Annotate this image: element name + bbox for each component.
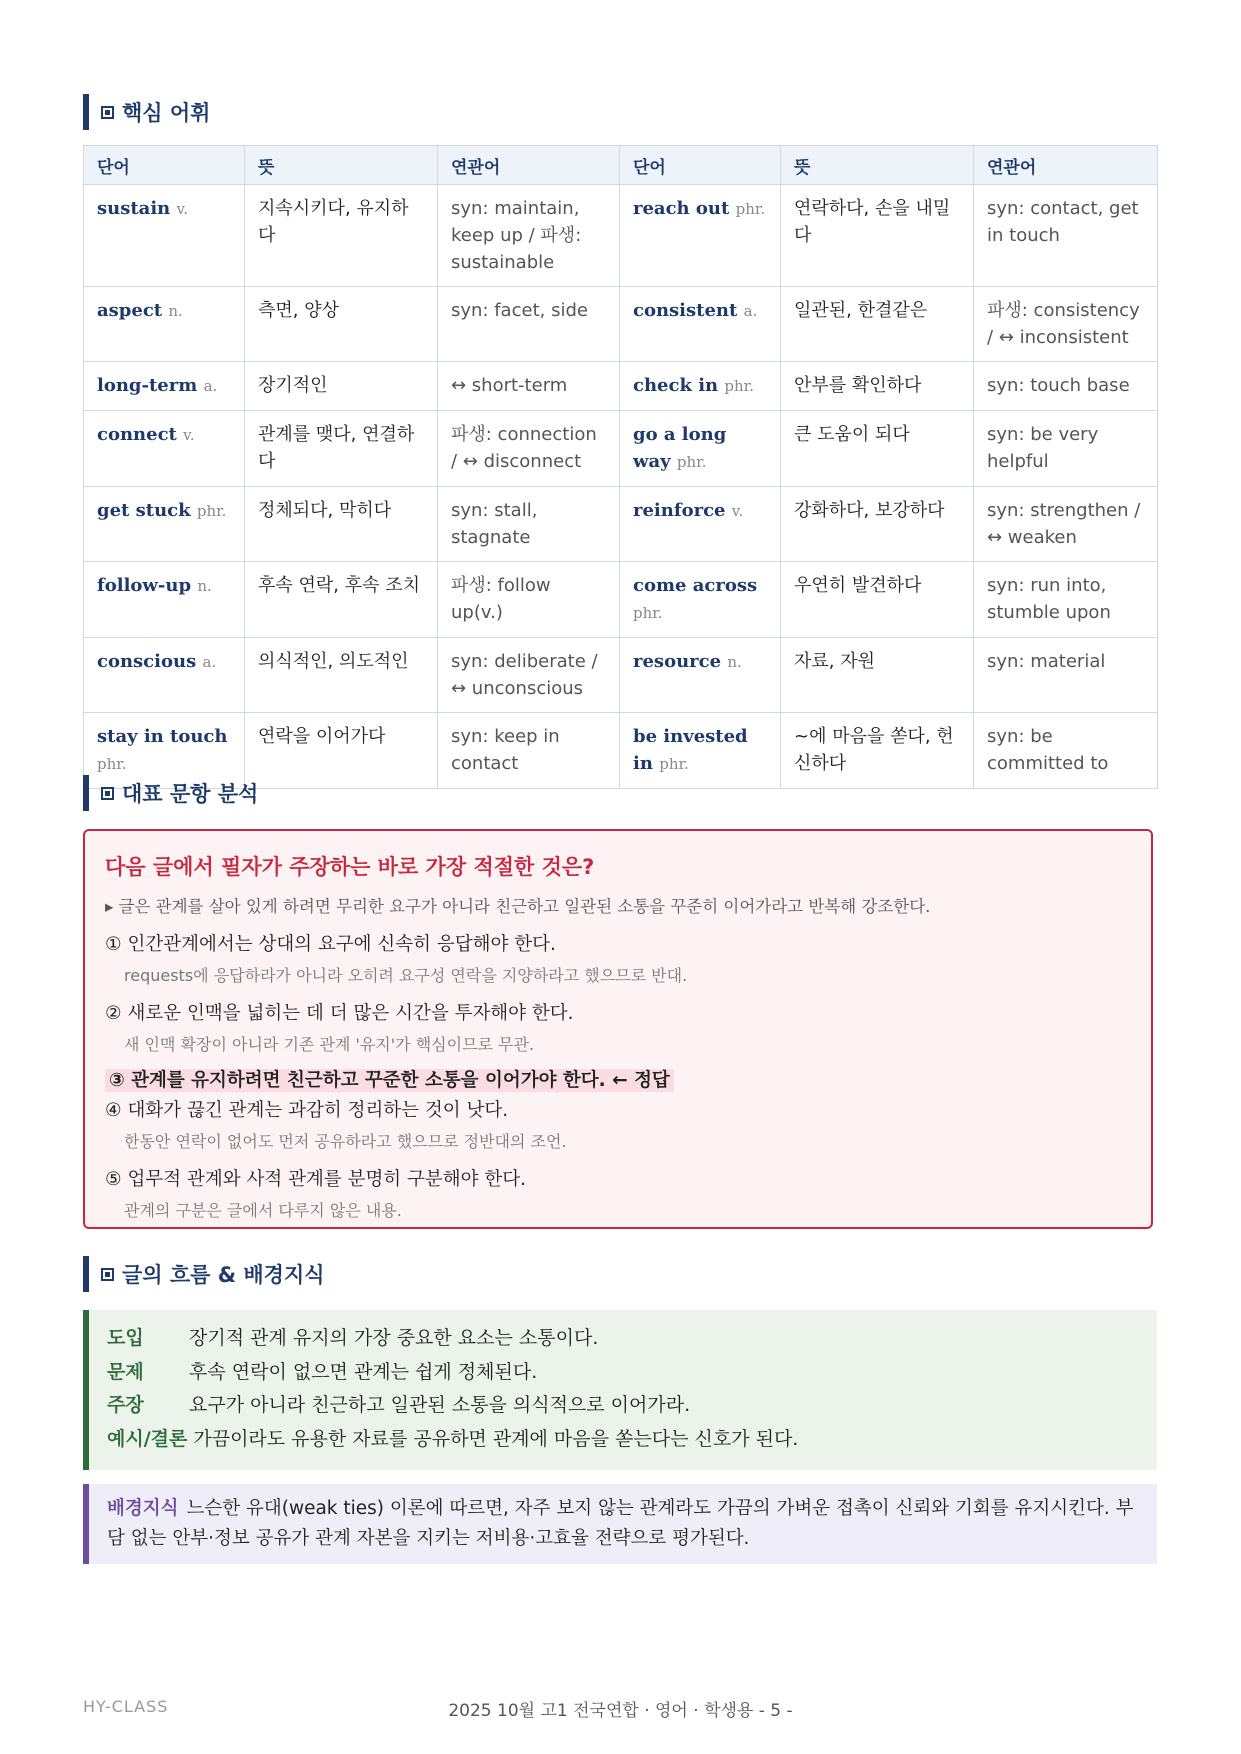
vocab-meaning: 안부를 확인하다 (781, 362, 974, 411)
header-meaning: 뜻 (245, 146, 438, 185)
vocab-word-cell (84, 411, 245, 487)
vocab-word: be invested in (633, 726, 748, 774)
vocab-related: ↔ short-term (438, 362, 620, 411)
part-of-speech: n. (727, 653, 742, 671)
vocab-meaning: 의식적인, 의도적인 (245, 638, 438, 713)
vocab-word: get stuck (97, 500, 191, 521)
vocab-meaning: 정체되다, 막히다 (245, 487, 438, 562)
part-of-speech: phr. (97, 755, 127, 773)
vocab-row (84, 562, 1158, 638)
part-of-speech: phr. (196, 502, 227, 520)
vocab-word: come across (633, 575, 758, 596)
vocab-related: 파생: consistency / ↔ inconsistent (974, 287, 1158, 362)
vocab-meaning: 관계를 맺다, 연결하다 (245, 411, 438, 487)
vocab-word: aspect (97, 300, 163, 321)
vocab-word: connect (97, 424, 177, 445)
vocab-related: 파생: follow up(v.) (438, 562, 620, 638)
flow-row-intro (107, 1322, 1139, 1356)
vocab-related: syn: keep in contact (438, 713, 620, 789)
vocab-word-cell (620, 411, 781, 487)
part-of-speech: phr. (676, 453, 707, 471)
vocab-related: syn: be very helpful (974, 411, 1158, 487)
vocab-meaning: 일관된, 한결같은 (781, 287, 974, 362)
flow-row-problem (107, 1356, 1139, 1390)
vocab-word-cell (620, 287, 781, 362)
option-3-text: ③ 관계를 유지하려면 친근하고 꾸준한 소통을 이어가야 한다. ← 정답 (105, 1069, 674, 1092)
vocab-word: reinforce (633, 500, 726, 521)
flow-text: 장기적 관계 유지의 가장 중요한 요소는 소통이다. (189, 1327, 599, 1349)
part-of-speech: phr. (724, 377, 754, 395)
part-of-speech: v. (176, 200, 189, 218)
vocab-related: syn: deliberate / ↔ unconscious (438, 638, 620, 713)
vocab-related: syn: contact, get in touch (974, 185, 1158, 287)
vocab-title-text: 핵심 어휘 (122, 101, 211, 125)
vocab-related: syn: stall, stagnate (438, 487, 620, 562)
vocab-row (84, 638, 1158, 713)
option-1: ① 인간관계에서는 상대의 요구에 신속히 응답해야 한다. (105, 934, 556, 955)
vocab-word: follow-up (97, 575, 192, 596)
vocab-section-title (83, 94, 210, 130)
part-of-speech: n. (168, 302, 183, 320)
vocab-word: resource (633, 651, 722, 672)
square-bullet-icon (101, 787, 114, 800)
vocab-word: go a long way (633, 424, 727, 472)
header-related: 연관어 (974, 146, 1158, 185)
analysis-section-title (83, 775, 258, 811)
vocab-word-cell (84, 562, 245, 638)
part-of-speech: a. (203, 377, 218, 395)
footer-page-info: 2025 10월 고1 전국연합 · 영어 · 학생용 - 5 - (448, 1701, 793, 1721)
vocab-word-cell (620, 562, 781, 638)
background-label: 배경지식 (107, 1498, 179, 1519)
vocab-word-cell (84, 487, 245, 562)
vocab-related: syn: run into, stumble upon (974, 562, 1158, 638)
analysis-title-text: 대표 문항 분석 (122, 782, 259, 806)
vocab-word: sustain (97, 198, 171, 219)
vocab-word-cell (84, 362, 245, 411)
vocab-word-cell (84, 287, 245, 362)
vocab-row (84, 487, 1158, 562)
vocab-word-cell (620, 362, 781, 411)
option-4: ④ 대화가 끊긴 관계는 과감히 정리하는 것이 낫다. (105, 1100, 509, 1121)
vocab-word-cell (620, 185, 781, 287)
vocab-header-row (84, 146, 1158, 185)
vocab-related: 파생: connection / ↔ disconnect (438, 411, 620, 487)
vocab-word: check in (633, 375, 719, 396)
vocab-word: reach out (633, 198, 730, 219)
flow-row-claim (107, 1389, 1139, 1423)
part-of-speech: phr. (659, 755, 689, 773)
vocab-row (84, 287, 1158, 362)
question-summary: ▸ 글은 관계를 살아 있게 하려면 무리한 요구가 아니라 친근하고 일관된 소통을 꾸준히 이어가라고 반복해 강조한다. (105, 897, 931, 916)
flow-row-conclusion (107, 1423, 1139, 1457)
part-of-speech: a. (743, 302, 758, 320)
vocab-row (84, 185, 1158, 287)
flow-box (83, 1310, 1157, 1470)
option-5: ⑤ 업무적 관계와 사적 관계를 분명히 구분해야 한다. (105, 1169, 527, 1190)
vocab-row (84, 411, 1158, 487)
vocab-word: long-term (97, 375, 198, 396)
question-title: 다음 글에서 필자가 주장하는 바로 가장 적절한 것은? (105, 855, 595, 879)
background-knowledge-box (83, 1484, 1157, 1564)
vocab-meaning: 연락하다, 손을 내밀다 (781, 185, 974, 287)
vocab-table (83, 145, 1158, 789)
flow-text: 가끔이라도 유용한 자료를 공유하면 관계에 마음을 쏟는다는 신호가 된다. (193, 1427, 799, 1450)
vocab-word-cell (84, 185, 245, 287)
question-box (83, 829, 1153, 1229)
vocab-meaning: 연락을 이어가다 (245, 713, 438, 789)
footer-brand: HY-CLASS (83, 1697, 169, 1716)
vocab-word-cell (84, 638, 245, 713)
vocab-meaning: 우연히 발견하다 (781, 562, 974, 638)
vocab-meaning: 측면, 양상 (245, 287, 438, 362)
option-3-answer (105, 1069, 1131, 1093)
vocab-meaning: 지속시키다, 유지하다 (245, 185, 438, 287)
header-word: 단어 (84, 146, 245, 185)
vocab-word-cell (620, 638, 781, 713)
option-4-note: 한동안 연락이 없어도 먼저 공유하라고 했으므로 정반대의 조언. (124, 1132, 567, 1151)
square-bullet-icon (101, 106, 114, 119)
part-of-speech: phr. (633, 604, 663, 622)
part-of-speech: v. (183, 426, 195, 444)
option-2-note: 새 인맥 확장이 아니라 기존 관계 '유지'가 핵심이므로 무관. (124, 1035, 535, 1054)
header-word: 단어 (620, 146, 781, 185)
part-of-speech: v. (731, 502, 744, 520)
option-1-note: requests에 응답하라가 아니라 오히려 요구성 연락을 지양하라고 했으므로 반대. (124, 966, 688, 985)
flow-label: 문제 (107, 1360, 144, 1383)
flow-text: 후속 연락이 없으면 관계는 쉽게 정체된다. (189, 1360, 538, 1383)
flow-section-title (83, 1256, 325, 1292)
vocab-word-cell (620, 487, 781, 562)
header-related: 연관어 (438, 146, 620, 185)
part-of-speech: a. (202, 653, 217, 671)
flow-title-text: 글의 흐름 & 배경지식 (122, 1263, 325, 1287)
vocab-meaning: 강화하다, 보강하다 (781, 487, 974, 562)
square-bullet-icon (101, 1268, 114, 1281)
flow-label: 주장 (107, 1394, 144, 1416)
option-2: ② 새로운 인맥을 넓히는 데 더 많은 시간을 투자해야 한다. (105, 1003, 574, 1024)
header-meaning: 뜻 (781, 146, 974, 185)
vocab-word: conscious (97, 651, 197, 672)
flow-label: 예시/결론 (107, 1427, 188, 1450)
vocab-related: syn: strengthen / ↔ weaken (974, 487, 1158, 562)
vocab-related: syn: material (974, 638, 1158, 713)
vocab-related: syn: maintain, keep up / 파생: sustainable (438, 185, 620, 287)
vocab-word-cell (620, 713, 781, 789)
vocab-row (84, 362, 1158, 411)
part-of-speech: phr. (735, 200, 766, 218)
option-5-note: 관계의 구분은 글에서 다루지 않은 내용. (124, 1201, 402, 1220)
vocab-word: stay in touch (97, 726, 228, 747)
part-of-speech: n. (197, 577, 212, 595)
vocab-meaning: 장기적인 (245, 362, 438, 411)
vocab-related: syn: touch base (974, 362, 1158, 411)
vocab-meaning: 후속 연락, 후속 조치 (245, 562, 438, 638)
background-text: 느슨한 유대(weak ties) 이론에 따르면, 자주 보지 않는 관계라도 가끔의 가벼운 접촉이 신뢰와 기회를 유지시킨다. 부담 없는 안부·정보 공유가 관계 자본을 지키는 저비용·고효율 전략으로 평가된다. (107, 1498, 1134, 1549)
vocab-meaning: 큰 도움이 되다 (781, 411, 974, 487)
vocab-related: syn: facet, side (438, 287, 620, 362)
flow-text: 요구가 아니라 친근하고 일관된 소통을 의식적으로 이어가라. (189, 1394, 691, 1416)
vocab-meaning: 자료, 자원 (781, 638, 974, 713)
flow-label: 도입 (107, 1327, 144, 1349)
vocab-word: consistent (633, 300, 738, 321)
vocab-table-body (84, 185, 1158, 789)
vocab-related: syn: be committed to (974, 713, 1158, 789)
vocab-meaning: ~에 마음을 쏟다, 헌신하다 (781, 713, 974, 789)
